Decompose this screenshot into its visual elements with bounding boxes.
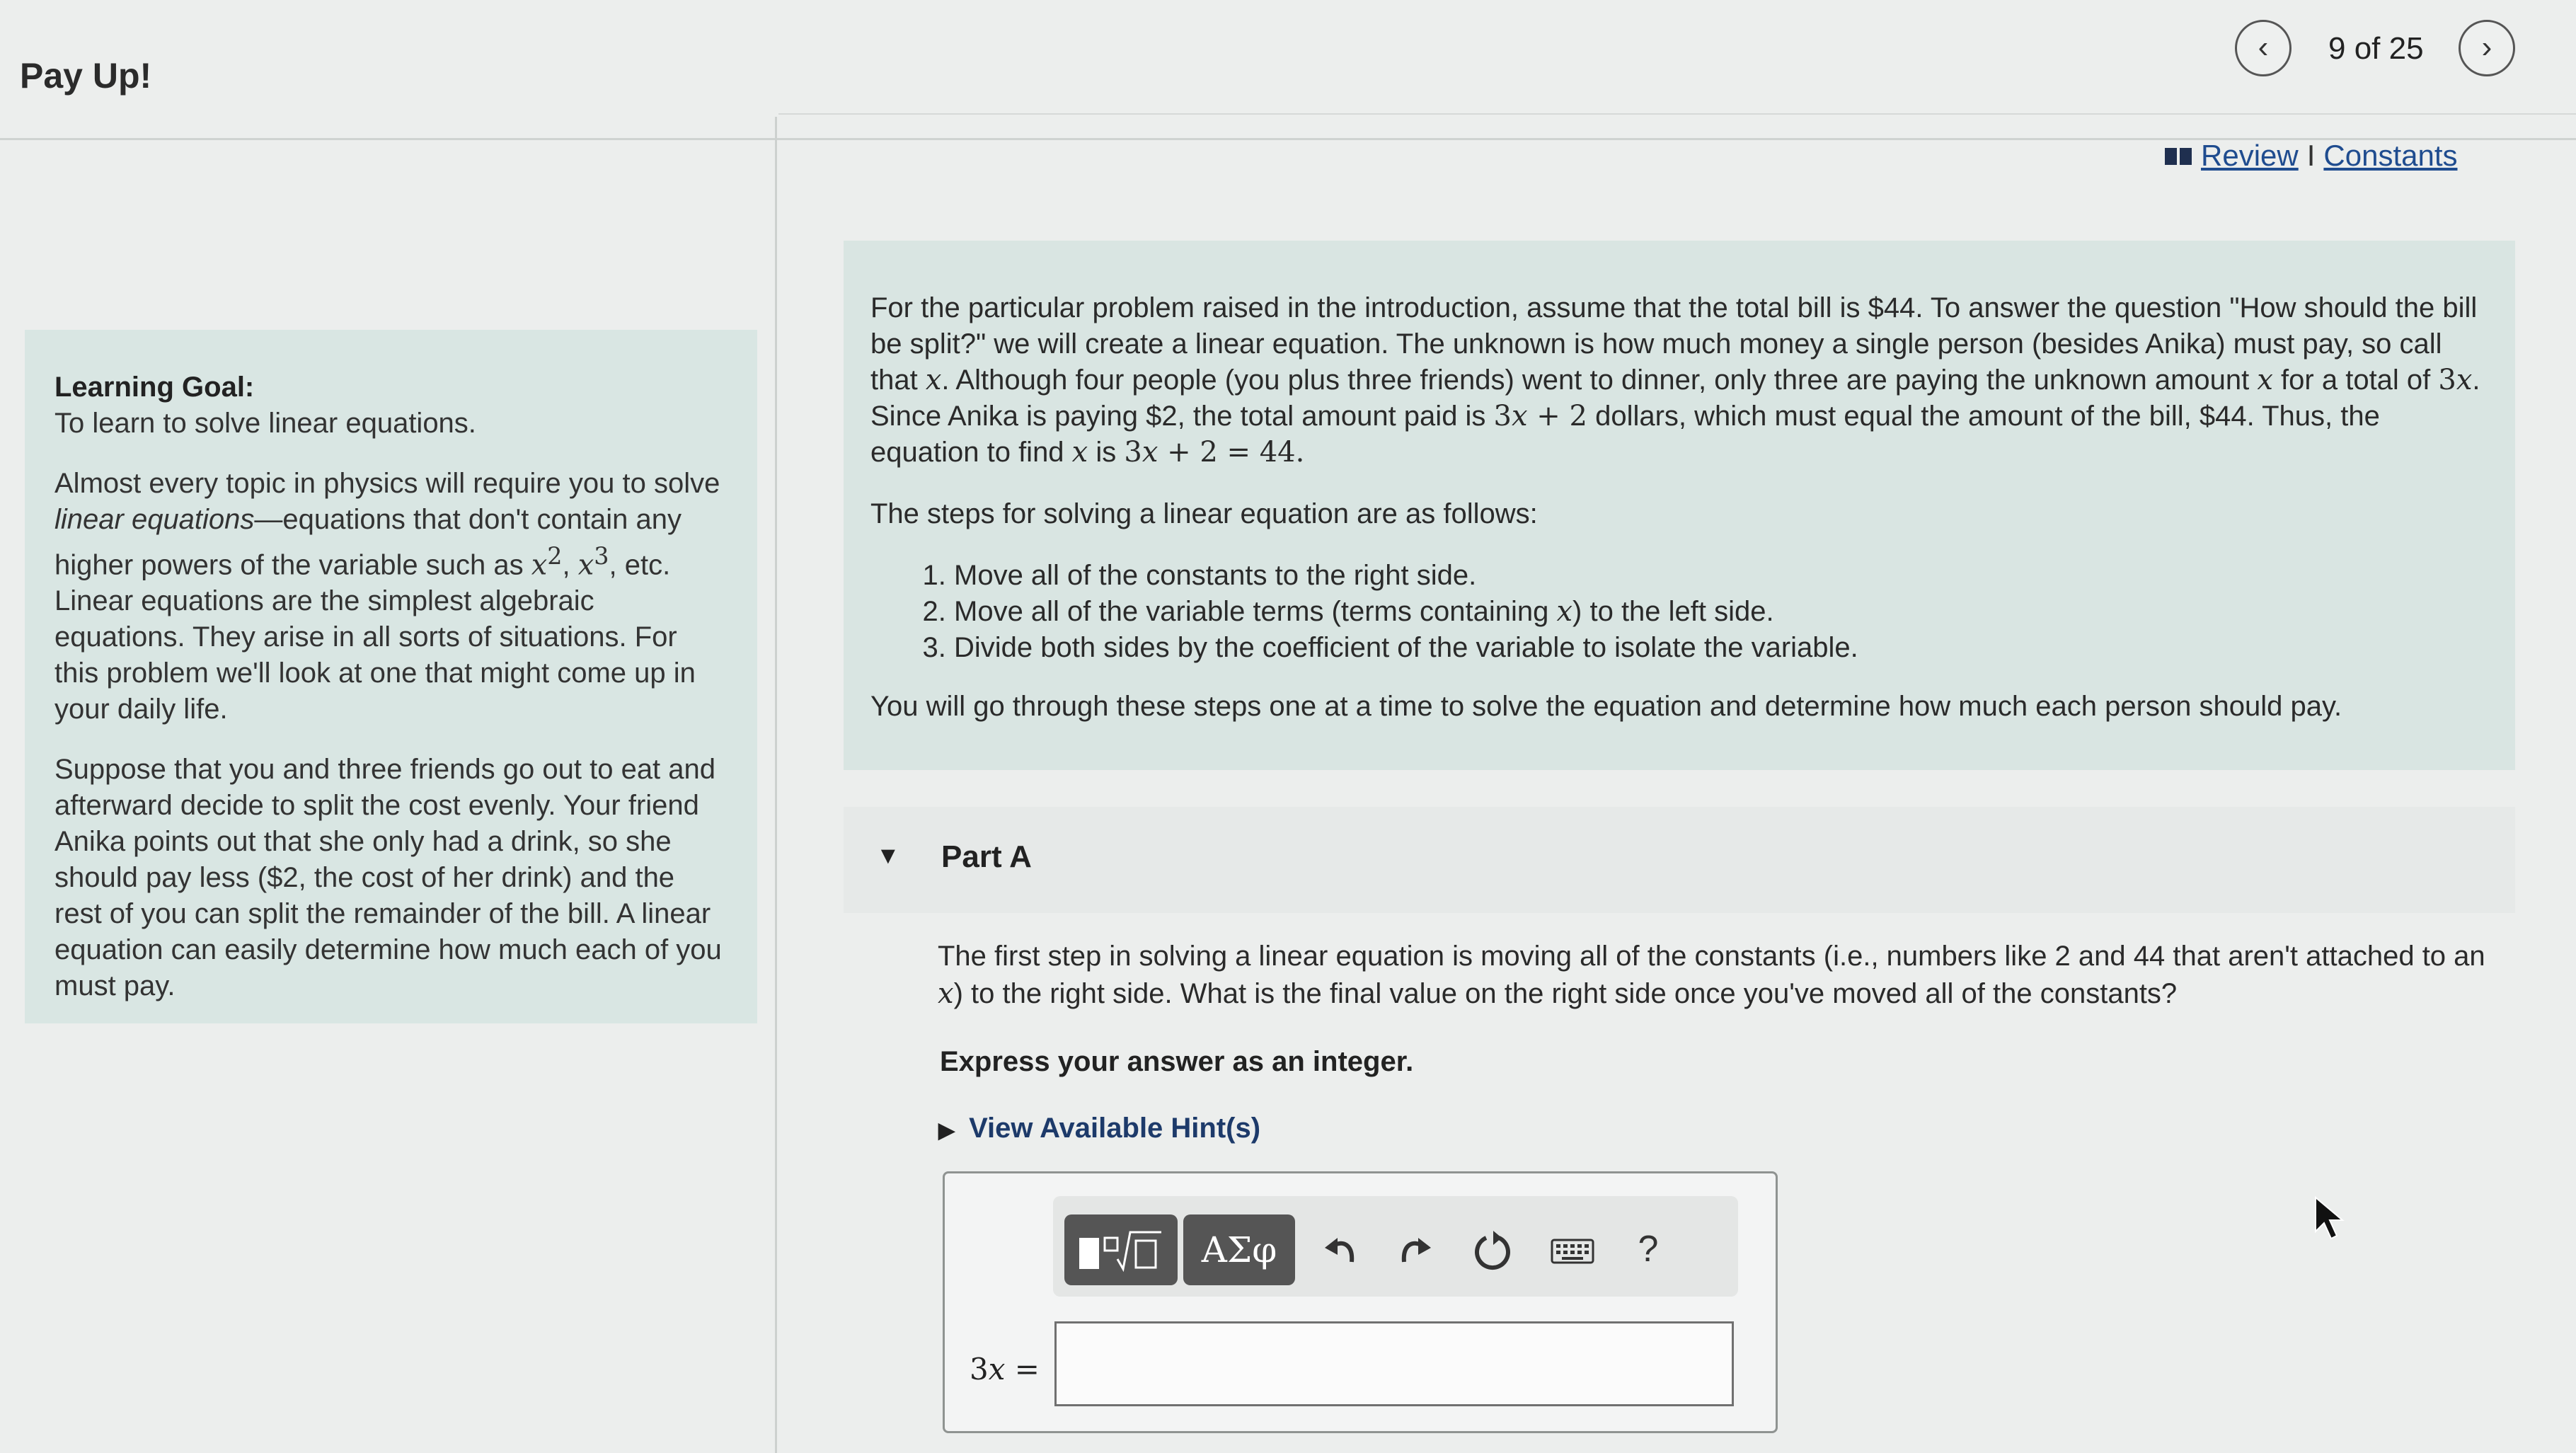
previous-button[interactable] bbox=[2235, 20, 2292, 76]
redo-icon bbox=[1394, 1231, 1434, 1270]
caret-right-icon: ▶ bbox=[938, 1119, 955, 1142]
page-indicator: 9 of 25 bbox=[2328, 31, 2424, 66]
reset-button[interactable] bbox=[1465, 1219, 1522, 1282]
view-hints-toggle[interactable]: ▶ View Available Hint(s) bbox=[938, 1113, 1261, 1144]
question-text: The first step in solving a linear equation is moving all of the constants (i.e., numbers like 2 and 44 that aren't attached to an x) to the right side. What is the final value on the right side once you've moved all of the constants? bbox=[938, 941, 2485, 1010]
answer-input[interactable] bbox=[1054, 1321, 1734, 1406]
chevron-left-icon: ‹ bbox=[2258, 30, 2269, 64]
help-button[interactable]: ? bbox=[1638, 1229, 1659, 1270]
learning-goal-heading: Learning Goal: bbox=[54, 372, 255, 403]
math-toolbar bbox=[1053, 1196, 1738, 1297]
panel-divider bbox=[775, 117, 777, 1453]
link-separator: I bbox=[2306, 139, 2316, 172]
scenario-paragraph: Suppose that you and three friends go out to eat and afterward decide to split the cost evenly. Your friend Anika points out that she only had a drink, so she should pay less ($2, the cost of her drink) and the rest of you can split the remainder of the bill. A linear equation can easily determine how much each of you must pay. bbox=[54, 754, 722, 1002]
step-3: 3. Divide both sides by the coefficient of the variable to isolate the variable. bbox=[954, 630, 2487, 666]
templates-icon bbox=[1075, 1225, 1167, 1275]
step-1: 1. Move all of the constants to the right side. bbox=[954, 558, 2487, 594]
caret-down-icon[interactable]: ▼ bbox=[876, 842, 900, 869]
symbols-button[interactable]: ΑΣφ bbox=[1183, 1214, 1295, 1285]
answer-instruction: Express your answer as an integer. bbox=[940, 1046, 1414, 1077]
answer-label: 3x = bbox=[970, 1352, 1040, 1386]
steps-intro: The steps for solving a linear equation are as follows: bbox=[870, 498, 1538, 529]
undo-button[interactable] bbox=[1313, 1219, 1370, 1282]
templates-button[interactable] bbox=[1064, 1214, 1178, 1285]
review-link[interactable]: Review bbox=[2201, 139, 2299, 172]
problem-setup-paragraph: For the particular problem raised in the introduction, assume that the total bill is $44. To answer the question "How should the bill be split?" we will create a linear equation. The unknown is how much money a single person (besides Anika) must pay, so call that x. Although four people (you plus three friends) went to dinner, only three are paying the unknown amount x for a total of 3x. Since Anika is paying $2, the total amount paid is 3x + 2 dollars, which must equal the amount of the bill, $44. Thus, the equation to find x is 3x + 2 = 44. bbox=[870, 292, 2480, 469]
next-button[interactable] bbox=[2459, 20, 2515, 76]
book-icon bbox=[2164, 146, 2192, 167]
chevron-right-icon: › bbox=[2481, 30, 2492, 64]
header-divider bbox=[778, 113, 2576, 115]
steps-list bbox=[870, 558, 2487, 666]
keyboard-icon bbox=[1551, 1237, 1594, 1265]
keyboard-button[interactable] bbox=[1543, 1222, 1602, 1281]
closing-paragraph: You will go through these steps one at a time to solve the equation and determine how much each person should pay. bbox=[870, 691, 2342, 722]
problem-intro-panel bbox=[844, 241, 2515, 770]
intro-paragraph: Almost every topic in physics will require you to solve linear equations—equations that don't contain any higher powers of the variable such as $x^2$, $x^3$, etc. Linear equations are the simplest algebraic equations. They arise in all sorts of situations. For this problem we'll look at one that might come up in your daily life. bbox=[54, 468, 720, 725]
page-title: Pay Up! bbox=[20, 56, 152, 96]
reset-icon bbox=[1472, 1229, 1514, 1272]
part-a-title[interactable]: Part A bbox=[941, 839, 1032, 874]
part-a-header[interactable] bbox=[844, 807, 2515, 913]
learning-goal-panel bbox=[25, 330, 757, 1023]
mouse-cursor-icon bbox=[2314, 1196, 2345, 1241]
learning-goal-text: To learn to solve linear equations. bbox=[54, 408, 476, 439]
constants-link[interactable]: Constants bbox=[2323, 139, 2458, 172]
resource-links bbox=[2164, 139, 2458, 173]
step-2: 2. Move all of the variable terms (terms containing x) to the left side. bbox=[954, 594, 2487, 630]
undo-icon bbox=[1322, 1231, 1362, 1270]
redo-button[interactable] bbox=[1386, 1219, 1442, 1282]
